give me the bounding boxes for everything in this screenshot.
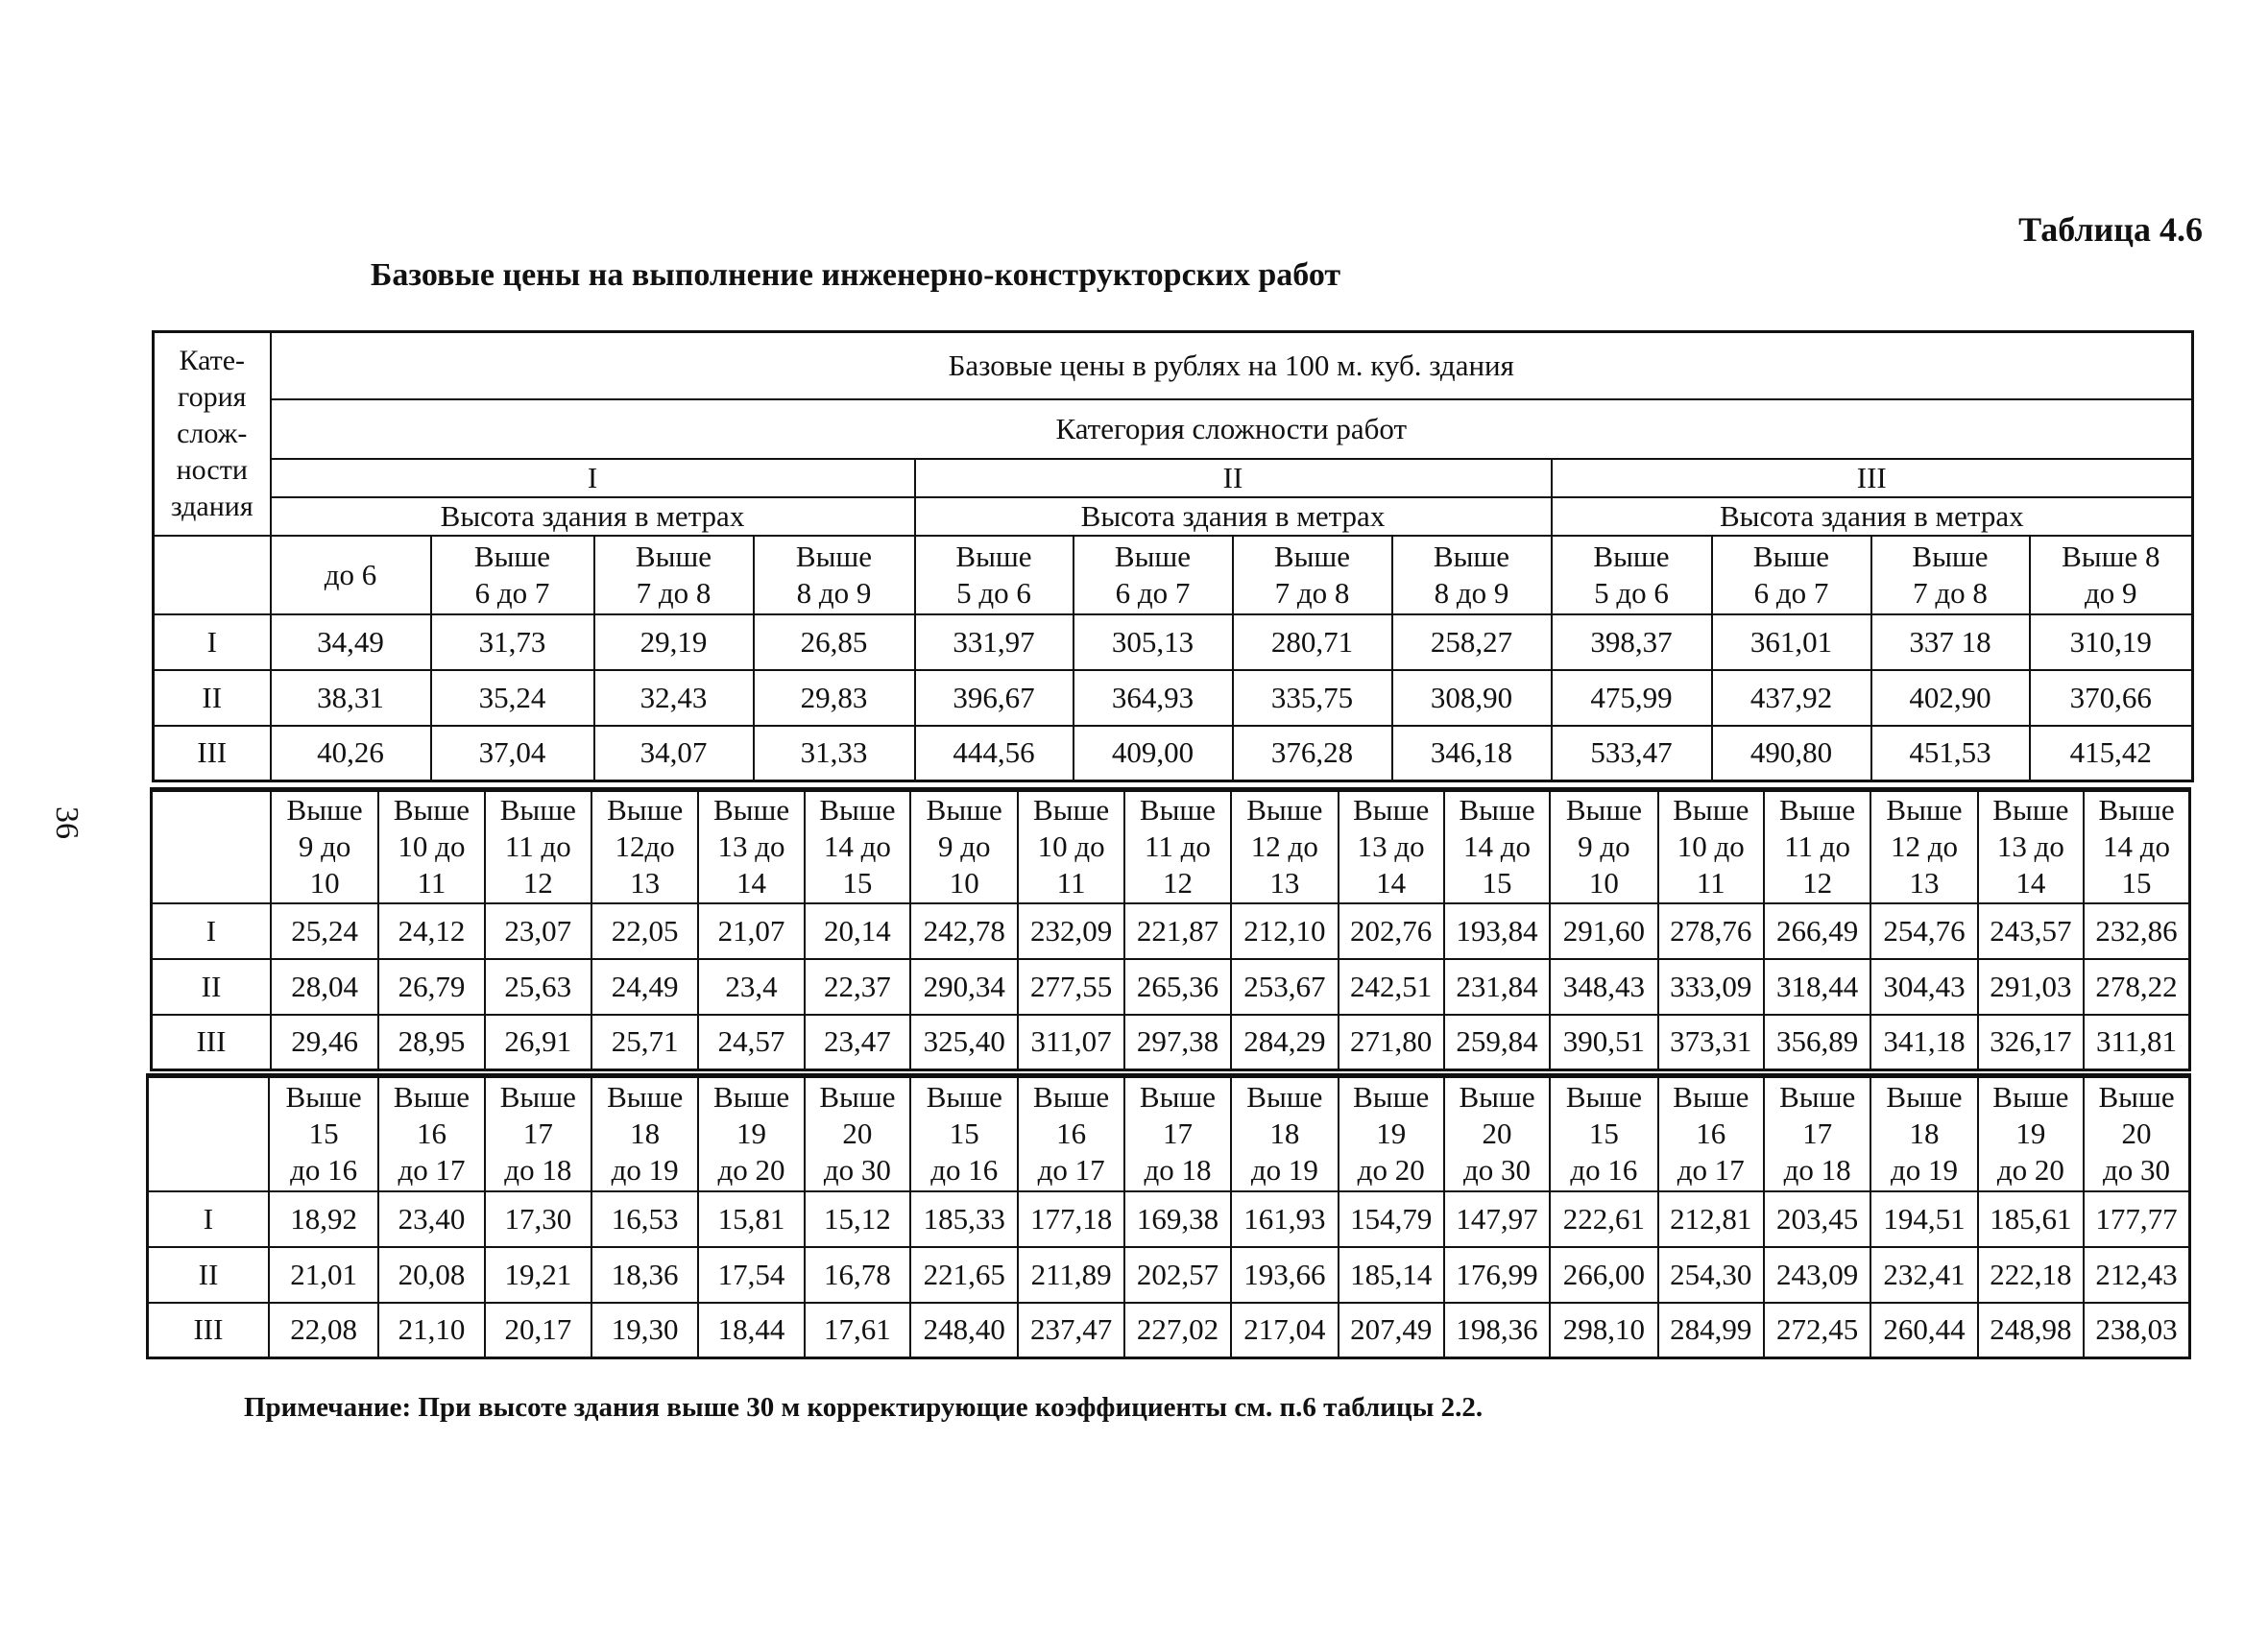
column-header: Выше 19 до 20 [1978, 1076, 2084, 1191]
price-cell: 284,29 [1231, 1015, 1338, 1070]
column-header: Выше 17 до 18 [1764, 1076, 1870, 1191]
price-cell: 254,30 [1658, 1247, 1764, 1303]
price-cell: 325,40 [910, 1015, 1018, 1070]
price-cell: 26,91 [485, 1015, 591, 1070]
column-header: Выше 18 до 19 [1231, 1076, 1338, 1191]
price-cell: 253,67 [1231, 959, 1338, 1015]
price-cell: 16,53 [591, 1191, 698, 1247]
price-cell: 28,04 [271, 959, 378, 1015]
column-header: Выше 16 до 17 [1018, 1076, 1123, 1191]
price-cell: 490,80 [1712, 726, 1871, 781]
price-cell: 318,44 [1764, 959, 1870, 1015]
price-cell: 22,37 [805, 959, 910, 1015]
work-category-header: Категория сложности работ [271, 399, 2193, 459]
row-label: II [152, 959, 271, 1015]
price-cell: 18,44 [698, 1303, 804, 1358]
price-cell: 25,24 [271, 903, 378, 959]
column-header: до 6 [271, 536, 431, 614]
price-cell: 266,00 [1550, 1247, 1657, 1303]
column-header: Выше 11 до 12 [1124, 790, 1231, 903]
column-header: Выше 10 до 11 [1018, 790, 1123, 903]
price-cell: 18,92 [269, 1191, 378, 1247]
price-cell: 396,67 [915, 670, 1074, 726]
price-cell: 333,09 [1658, 959, 1764, 1015]
price-cell: 259,84 [1444, 1015, 1550, 1070]
price-cell: 222,61 [1550, 1191, 1657, 1247]
column-header: Выше 6 до 7 [1074, 536, 1233, 614]
column-header: Выше 11 до 12 [1764, 790, 1870, 903]
price-cell: 335,75 [1233, 670, 1392, 726]
price-cell: 202,57 [1124, 1247, 1231, 1303]
row-label: II [148, 1247, 269, 1303]
column-header: Выше 7 до 8 [1233, 536, 1392, 614]
column-header: Выше 18 до 19 [1870, 1076, 1977, 1191]
price-cell: 337 18 [1871, 614, 2030, 670]
price-cell: 242,51 [1339, 959, 1444, 1015]
column-header: Выше 20 до 30 [805, 1076, 910, 1191]
price-cell: 32,43 [594, 670, 754, 726]
column-header: Выше 10 до 11 [1658, 790, 1764, 903]
price-cell: 265,36 [1124, 959, 1231, 1015]
price-cell: 290,34 [910, 959, 1018, 1015]
price-cell: 308,90 [1392, 670, 1552, 726]
price-cell: 212,43 [2084, 1247, 2189, 1303]
price-cell: 17,54 [698, 1247, 804, 1303]
price-cell: 203,45 [1764, 1191, 1870, 1247]
column-header: Выше 14 до 15 [1444, 790, 1550, 903]
column-header: Выше 7 до 8 [594, 536, 754, 614]
price-cell: 34,49 [271, 614, 431, 670]
price-cell: 409,00 [1074, 726, 1233, 781]
price-cell: 277,55 [1018, 959, 1123, 1015]
price-cell: 147,97 [1444, 1191, 1550, 1247]
row-label: I [148, 1191, 269, 1247]
price-cell: 291,60 [1550, 903, 1657, 959]
table-row [148, 1247, 2190, 1303]
price-cell: 311,81 [2084, 1015, 2189, 1070]
column-header: Выше 19 до 20 [698, 1076, 804, 1191]
price-cell: 346,18 [1392, 726, 1552, 781]
price-cell: 185,61 [1978, 1191, 2084, 1247]
price-cell: 23,4 [698, 959, 804, 1015]
price-cell: 194,51 [1870, 1191, 1977, 1247]
price-cell: 232,41 [1870, 1247, 1977, 1303]
price-cell: 29,19 [594, 614, 754, 670]
column-header: Выше 7 до 8 [1871, 536, 2030, 614]
price-cell: 193,66 [1231, 1247, 1338, 1303]
price-cell: 437,92 [1712, 670, 1871, 726]
table-row [154, 670, 2193, 726]
title-text: Базовые цены на выполнение инженерно-конструкторских работ [370, 257, 1341, 293]
price-cell: 25,71 [591, 1015, 698, 1070]
price-cell: 15,12 [805, 1191, 910, 1247]
price-cell: 23,07 [485, 903, 591, 959]
table-row [152, 959, 2190, 1015]
table-label: Таблица 4.6 [2018, 210, 2203, 249]
column-header: Выше 13 до 14 [698, 790, 804, 903]
empty-corner-cell [152, 790, 271, 903]
column-header: Выше 15 до 16 [1550, 1076, 1657, 1191]
price-table-block-1 [152, 330, 2194, 782]
price-cell: 22,05 [591, 903, 698, 959]
price-cell: 23,40 [378, 1191, 484, 1247]
empty-corner-cell [148, 1076, 269, 1191]
price-cell: 284,99 [1658, 1303, 1764, 1358]
price-cell: 304,43 [1870, 959, 1977, 1015]
price-cell: 280,71 [1233, 614, 1392, 670]
price-cell: 38,31 [271, 670, 431, 726]
price-cell: 258,27 [1392, 614, 1552, 670]
column-header: Выше 20 до 30 [2084, 1076, 2189, 1191]
price-cell: 23,47 [805, 1015, 910, 1070]
table-row [148, 1303, 2190, 1358]
price-cell: 232,86 [2084, 903, 2189, 959]
price-cell: 19,30 [591, 1303, 698, 1358]
price-cell: 21,07 [698, 903, 804, 959]
height-header-i: Высота здания в метрах [271, 497, 915, 536]
price-cell: 177,77 [2084, 1191, 2189, 1247]
price-cell: 185,14 [1339, 1247, 1444, 1303]
price-cell: 291,03 [1978, 959, 2084, 1015]
price-cell: 272,45 [1764, 1303, 1870, 1358]
price-cell: 248,98 [1978, 1303, 2084, 1358]
price-cell: 475,99 [1552, 670, 1712, 726]
column-header: Выше 11 до 12 [485, 790, 591, 903]
price-cell: 169,38 [1124, 1191, 1231, 1247]
price-cell: 212,81 [1658, 1191, 1764, 1247]
price-cell: 364,93 [1074, 670, 1233, 726]
price-cell: 451,53 [1871, 726, 2030, 781]
price-cell: 154,79 [1339, 1191, 1444, 1247]
price-cell: 211,89 [1018, 1247, 1123, 1303]
price-cell: 326,17 [1978, 1015, 2084, 1070]
category-ii-header: II [915, 459, 1552, 497]
column-header: Выше 17 до 18 [1124, 1076, 1231, 1191]
footnote: Примечание: При высоте здания выше 30 м корректирующие коэффициенты см. п.6 таблицы 2.2. [244, 1392, 1484, 1423]
price-cell: 243,57 [1978, 903, 2084, 959]
price-cell: 31,33 [754, 726, 915, 781]
price-cell: 238,03 [2084, 1303, 2189, 1358]
price-cell: 370,66 [2030, 670, 2193, 726]
price-cell: 227,02 [1124, 1303, 1231, 1358]
price-cell: 24,49 [591, 959, 698, 1015]
price-cell: 34,07 [594, 726, 754, 781]
column-header: Выше 10 до 11 [378, 790, 484, 903]
price-cell: 390,51 [1550, 1015, 1657, 1070]
price-cell: 254,76 [1870, 903, 1977, 959]
price-cell: 20,17 [485, 1303, 591, 1358]
price-cell: 26,85 [754, 614, 915, 670]
column-header: Выше 8 до 9 [754, 536, 915, 614]
price-cell: 237,47 [1018, 1303, 1123, 1358]
column-header: Выше 13 до 14 [1339, 790, 1444, 903]
price-cell: 271,80 [1339, 1015, 1444, 1070]
price-cell: 19,21 [485, 1247, 591, 1303]
table-row [152, 903, 2190, 959]
row-label: III [148, 1303, 269, 1358]
price-cell: 29,46 [271, 1015, 378, 1070]
price-cell: 305,13 [1074, 614, 1233, 670]
base-prices-header: Базовые цены в рублях на 100 м. куб. здания [271, 332, 2193, 399]
price-cell: 222,18 [1978, 1247, 2084, 1303]
price-cell: 202,76 [1339, 903, 1444, 959]
price-cell: 278,76 [1658, 903, 1764, 959]
price-cell: 297,38 [1124, 1015, 1231, 1070]
price-cell: 207,49 [1339, 1303, 1444, 1358]
column-header: Выше 9 до 10 [271, 790, 378, 903]
price-cell: 31,73 [431, 614, 594, 670]
price-cell: 18,36 [591, 1247, 698, 1303]
row-label: I [152, 903, 271, 959]
column-header: Выше 19 до 20 [1339, 1076, 1444, 1191]
price-cell: 331,97 [915, 614, 1074, 670]
column-header: Выше 12 до 13 [1870, 790, 1977, 903]
price-cell: 212,10 [1231, 903, 1338, 959]
height-header-ii: Высота здания в метрах [915, 497, 1552, 536]
price-cell: 444,56 [915, 726, 1074, 781]
price-cell: 15,81 [698, 1191, 804, 1247]
price-cell: 260,44 [1870, 1303, 1977, 1358]
price-cell: 35,24 [431, 670, 594, 726]
column-header: Выше 17 до 18 [485, 1076, 591, 1191]
price-cell: 398,37 [1552, 614, 1712, 670]
price-cell: 17,30 [485, 1191, 591, 1247]
column-header: Выше 8 до 9 [1392, 536, 1552, 614]
category-iii-header: III [1552, 459, 2193, 497]
price-cell: 17,61 [805, 1303, 910, 1358]
price-cell: 298,10 [1550, 1303, 1657, 1358]
category-i-header: I [271, 459, 915, 497]
column-header: Выше 20 до 30 [1444, 1076, 1550, 1191]
row-label: III [152, 1015, 271, 1070]
price-cell: 533,47 [1552, 726, 1712, 781]
price-cell: 376,28 [1233, 726, 1392, 781]
price-cell: 40,26 [271, 726, 431, 781]
column-header: Выше 9 до 10 [910, 790, 1018, 903]
price-cell: 20,08 [378, 1247, 484, 1303]
price-cell: 361,01 [1712, 614, 1871, 670]
table-row [152, 1015, 2190, 1070]
price-cell: 266,49 [1764, 903, 1870, 959]
price-cell: 356,89 [1764, 1015, 1870, 1070]
column-header: Выше 5 до 6 [1552, 536, 1712, 614]
column-header: Выше 13 до 14 [1978, 790, 2084, 903]
row-label: II [154, 670, 271, 726]
column-header: Выше 8 до 9 [2030, 536, 2193, 614]
price-cell: 24,12 [378, 903, 484, 959]
price-cell: 29,83 [754, 670, 915, 726]
price-cell: 217,04 [1231, 1303, 1338, 1358]
price-cell: 242,78 [910, 903, 1018, 959]
column-header: Выше 16 до 17 [1658, 1076, 1764, 1191]
price-cell: 221,87 [1124, 903, 1231, 959]
price-cell: 232,09 [1018, 903, 1123, 959]
price-cell: 177,18 [1018, 1191, 1123, 1247]
price-table-block-2 [150, 787, 2191, 1071]
empty-corner-cell [154, 536, 271, 614]
price-cell: 402,90 [1871, 670, 2030, 726]
column-header: Выше 15 до 16 [910, 1076, 1018, 1191]
price-cell: 221,65 [910, 1247, 1018, 1303]
column-header: Выше 14 до 15 [805, 790, 910, 903]
price-cell: 341,18 [1870, 1015, 1977, 1070]
price-cell: 243,09 [1764, 1247, 1870, 1303]
table-row [148, 1191, 2190, 1247]
price-cell: 185,33 [910, 1191, 1018, 1247]
price-cell: 231,84 [1444, 959, 1550, 1015]
row-label: III [154, 726, 271, 781]
column-header: Выше 12 до 13 [1231, 790, 1338, 903]
column-header: Выше 6 до 7 [431, 536, 594, 614]
column-header: Выше 15 до 16 [269, 1076, 378, 1191]
corner-header: Кате- гория слож- ности здания [154, 332, 271, 536]
price-cell: 176,99 [1444, 1247, 1550, 1303]
column-header: Выше 9 до 10 [1550, 790, 1657, 903]
price-cell: 193,84 [1444, 903, 1550, 959]
price-cell: 310,19 [2030, 614, 2193, 670]
price-cell: 22,08 [269, 1303, 378, 1358]
column-header: Выше 18 до 19 [591, 1076, 698, 1191]
price-cell: 21,01 [269, 1247, 378, 1303]
column-header: Выше 14 до 15 [2084, 790, 2189, 903]
height-header-iii: Высота здания в метрах [1552, 497, 2193, 536]
price-cell: 16,78 [805, 1247, 910, 1303]
price-cell: 37,04 [431, 726, 594, 781]
column-header: Выше 5 до 6 [915, 536, 1074, 614]
column-header: Выше 6 до 7 [1712, 536, 1871, 614]
price-cell: 348,43 [1550, 959, 1657, 1015]
price-cell: 25,63 [485, 959, 591, 1015]
price-cell: 415,42 [2030, 726, 2193, 781]
price-cell: 311,07 [1018, 1015, 1123, 1070]
price-cell: 21,10 [378, 1303, 484, 1358]
price-cell: 373,31 [1658, 1015, 1764, 1070]
column-header: Выше 12до 13 [591, 790, 698, 903]
price-cell: 26,79 [378, 959, 484, 1015]
price-cell: 198,36 [1444, 1303, 1550, 1358]
price-cell: 28,95 [378, 1015, 484, 1070]
price-cell: 161,93 [1231, 1191, 1338, 1247]
table-row [154, 726, 2193, 781]
price-cell: 20,14 [805, 903, 910, 959]
price-cell: 24,57 [698, 1015, 804, 1070]
price-table-block-3 [146, 1073, 2191, 1359]
column-header: Выше 16 до 17 [378, 1076, 484, 1191]
row-label: I [154, 614, 271, 670]
page-number: 36 [49, 806, 84, 839]
table-row [154, 614, 2193, 670]
price-cell: 248,40 [910, 1303, 1018, 1358]
price-cell: 278,22 [2084, 959, 2189, 1015]
document-title [0, 257, 2268, 294]
